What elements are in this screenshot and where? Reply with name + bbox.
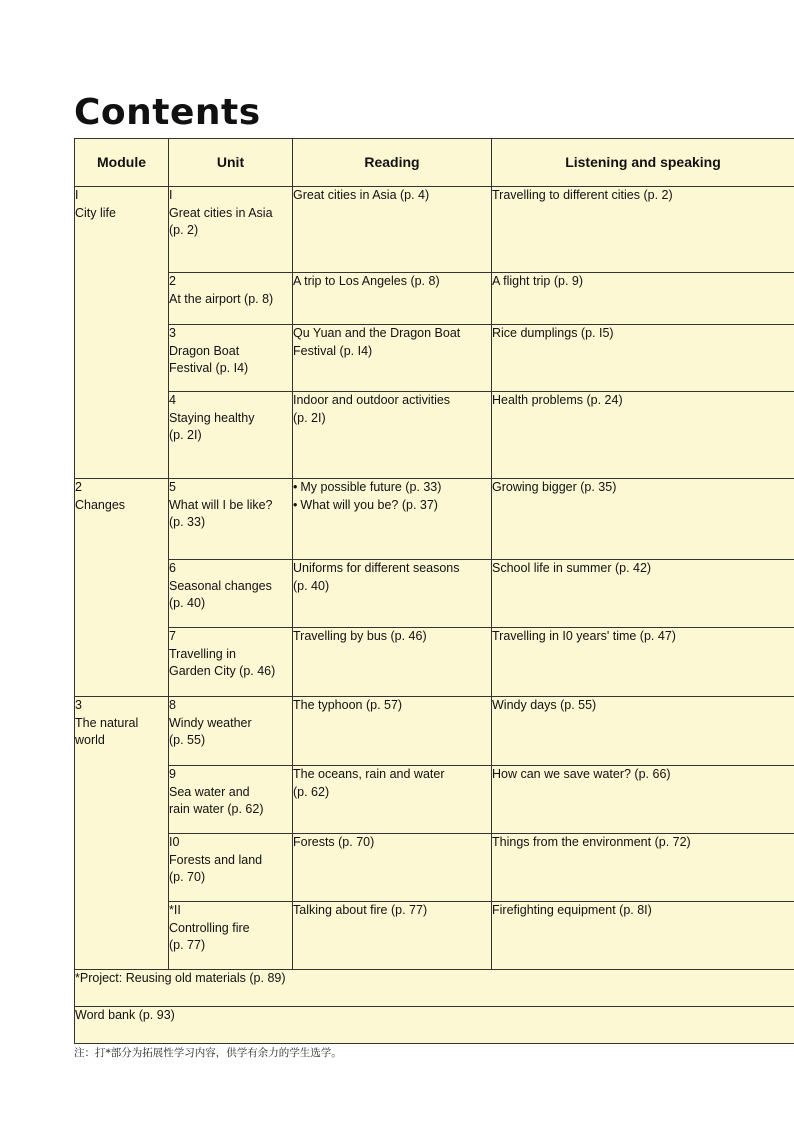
- reading-cell: [293, 273, 492, 325]
- unit-number: 5: [169, 480, 176, 494]
- header-unit: Unit: [169, 139, 293, 187]
- unit-page: (p. 33): [169, 515, 206, 529]
- unit-number: I: [169, 188, 173, 202]
- reading-text: Indoor and outdoor activities: [293, 393, 451, 407]
- unit-cell: [169, 766, 293, 834]
- header-row: [75, 139, 794, 187]
- unit-title: Travelling in: [169, 646, 236, 661]
- unit-page: (p. 40): [169, 596, 206, 610]
- table-row: [75, 970, 794, 1007]
- reading-cell: [293, 187, 492, 273]
- reading-cell: [293, 325, 492, 392]
- reading-text: A trip to Los Angeles (p. 8): [293, 274, 440, 288]
- table-row: [75, 560, 794, 628]
- page-title: Contents: [74, 92, 261, 133]
- module-cell: [75, 479, 169, 697]
- reading-cell: [293, 766, 492, 834]
- unit-number: 4: [169, 393, 176, 407]
- unit-number: 7: [169, 629, 176, 643]
- listening-cell: Health problems (p. 24): [492, 392, 794, 479]
- unit-cell: [169, 902, 293, 970]
- table-row: [75, 628, 794, 697]
- listening-cell: Things from the environment (p. 72): [492, 834, 794, 902]
- listening-cell: A flight trip (p. 9): [492, 273, 794, 325]
- module-number: 2: [75, 480, 82, 494]
- table-row: [75, 766, 794, 834]
- reading-text: (p. 40): [293, 578, 330, 593]
- project-row: *Project: Reusing old materials (p. 89): [75, 970, 794, 1007]
- listening-cell: Travelling to different cities (p. 2): [492, 187, 794, 273]
- listening-cell: Windy days (p. 55): [492, 697, 794, 766]
- unit-number: 2: [169, 274, 176, 288]
- module-name: world: [75, 733, 105, 747]
- header-module: Module: [75, 139, 169, 187]
- list-item: • My possible future (p. 33): [293, 479, 491, 497]
- module-name: Changes: [75, 497, 126, 512]
- module-number: 3: [75, 698, 82, 712]
- unit-page: (p. 2I): [169, 428, 202, 442]
- unit-page: Festival (p. I4): [169, 361, 249, 375]
- unit-title: Windy weather: [169, 715, 252, 730]
- unit-number: I0: [169, 835, 180, 849]
- unit-cell: [169, 392, 293, 479]
- listening-cell: Travelling in I0 years' time (p. 47): [492, 628, 794, 697]
- unit-page: (p. 2): [169, 223, 199, 237]
- unit-number: *II: [169, 903, 181, 917]
- table-row: [75, 1007, 794, 1044]
- reading-text: Festival (p. I4): [293, 343, 373, 358]
- reading-cell: [293, 479, 492, 560]
- table-row: [75, 392, 794, 479]
- unit-page: (p. 77): [169, 938, 206, 952]
- module-name: The natural: [75, 715, 139, 730]
- table-row: [75, 834, 794, 902]
- module-cell: [75, 697, 169, 970]
- unit-cell: [169, 697, 293, 766]
- table-row: [75, 902, 794, 970]
- listening-cell: Firefighting equipment (p. 8I): [492, 902, 794, 970]
- reading-text: Talking about fire (p. 77): [293, 903, 428, 917]
- reading-text: (p. 62): [293, 784, 330, 799]
- reading-cell: [293, 902, 492, 970]
- footnote: 注：打*部分为拓展性学习内容，供学有余力的学生选学。: [74, 1047, 342, 1059]
- unit-page: Garden City (p. 46): [169, 664, 276, 678]
- table-row: [75, 273, 794, 325]
- reading-text: Travelling by bus (p. 46): [293, 629, 427, 643]
- word-bank-row: Word bank (p. 93): [75, 1007, 794, 1044]
- listening-cell: How can we save water? (p. 66): [492, 766, 794, 834]
- unit-number: 8: [169, 698, 176, 712]
- unit-cell: [169, 187, 293, 273]
- table-row: [75, 697, 794, 766]
- header-listening: Listening and speaking: [492, 139, 794, 187]
- listening-cell: Rice dumplings (p. I5): [492, 325, 794, 392]
- unit-number: 9: [169, 767, 176, 781]
- unit-page: (p. 55): [169, 733, 206, 747]
- unit-page: (p. 70): [169, 870, 206, 884]
- unit-cell: [169, 325, 293, 392]
- table-row: [75, 187, 794, 273]
- module-number: I: [75, 188, 79, 202]
- reading-text: The typhoon (p. 57): [293, 698, 403, 712]
- unit-cell: [169, 560, 293, 628]
- reading-cell: [293, 834, 492, 902]
- unit-number: 6: [169, 561, 176, 575]
- module-name: City life: [75, 205, 116, 220]
- unit-title: Dragon Boat: [169, 343, 240, 358]
- listening-cell: School life in summer (p. 42): [492, 560, 794, 628]
- table-row: [75, 325, 794, 392]
- contents-table: [74, 138, 794, 1044]
- reading-cell: [293, 628, 492, 697]
- unit-title: At the airport (p. 8): [169, 291, 274, 306]
- list-item: • What will you be? (p. 37): [293, 497, 491, 515]
- reading-cell: [293, 392, 492, 479]
- reading-bullet-list: [293, 479, 491, 514]
- reading-text: (p. 2I): [293, 410, 326, 425]
- unit-title: Forests and land: [169, 852, 263, 867]
- reading-text: The oceans, rain and water: [293, 767, 445, 781]
- module-cell: [75, 187, 169, 479]
- unit-cell: [169, 628, 293, 697]
- reading-text: Qu Yuan and the Dragon Boat: [293, 326, 461, 340]
- unit-title: Sea water and: [169, 784, 250, 799]
- unit-cell: [169, 834, 293, 902]
- unit-page: rain water (p. 62): [169, 802, 264, 816]
- unit-cell: [169, 273, 293, 325]
- reading-text: Forests (p. 70): [293, 835, 375, 849]
- reading-cell: [293, 560, 492, 628]
- reading-cell: [293, 697, 492, 766]
- table-row: [75, 479, 794, 560]
- unit-title: Staying healthy: [169, 410, 255, 425]
- unit-cell: [169, 479, 293, 560]
- unit-title: Great cities in Asia: [169, 205, 273, 220]
- unit-title: What will I be like?: [169, 497, 273, 512]
- reading-text: Uniforms for different seasons: [293, 561, 460, 575]
- listening-cell: Growing bigger (p. 35): [492, 479, 794, 560]
- reading-text: Great cities in Asia (p. 4): [293, 188, 430, 202]
- unit-number: 3: [169, 326, 176, 340]
- unit-title: Controlling fire: [169, 920, 250, 935]
- header-reading: Reading: [293, 139, 492, 187]
- unit-title: Seasonal changes: [169, 578, 272, 593]
